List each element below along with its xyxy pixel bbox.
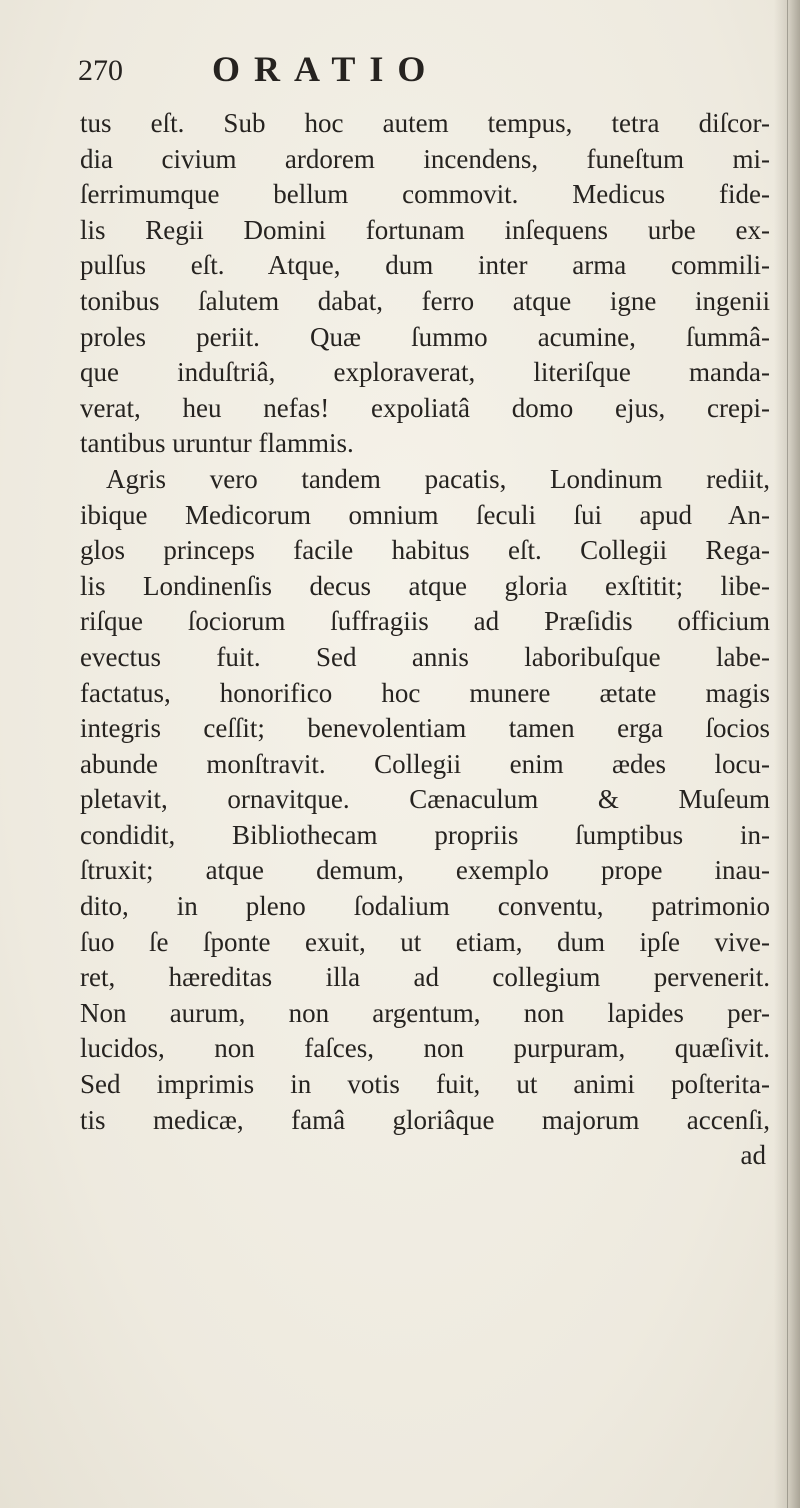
text-line: factatus, honorifico hoc munere ætate magis	[80, 677, 770, 708]
text-line: tis medicæ, famâ gloriâque majorum accenſi,	[80, 1104, 770, 1135]
running-head: ORATIO	[212, 49, 440, 89]
text-line: pletavit, ornavitque. Cænaculum & Muſeum	[80, 784, 770, 815]
text-line: Non aurum, non argentum, non lapides per-	[80, 997, 770, 1028]
text-line: ſerrimumque bellum commovit. Medicus fide-	[80, 179, 770, 210]
text-line: que induſtriâ, exploraverat, literiſque manda-	[80, 357, 770, 388]
text-line: ret, hæreditas illa ad collegium pervenerit.	[80, 962, 770, 993]
text-line: lis Londinenſis decus atque gloria exſtitit; libe-	[80, 570, 770, 601]
text-line: ſuo ſe ſponte exuit, ut etiam, dum ipſe vive-	[80, 926, 770, 957]
text-line: integris ceſſit; benevolentiam tamen erga ſocios	[80, 713, 770, 744]
text-line: tus eſt. Sub hoc autem tempus, tetra diſcor-	[80, 108, 770, 138]
text-line: condidit, Bibliothecam propriis ſumptibus in-	[80, 819, 770, 850]
text-line: pulſus eſt. Atque, dum inter arma commili-	[80, 250, 770, 281]
text-line: ſtruxit; atque demum, exemplo prope inau-	[80, 855, 770, 886]
page-edge-line	[787, 0, 788, 1508]
body-text	[80, 106, 770, 1174]
page-header	[0, 46, 800, 96]
text-line: dia civium ardorem incendens, funeſtum mi-	[80, 143, 770, 174]
text-line: glos princeps facile habitus eſt. Collegii Rega-	[80, 535, 770, 566]
catchword: ad	[740, 1140, 766, 1171]
page-number: 270	[78, 54, 123, 87]
text-line: Agris vero tandem pacatis, Londinum rediit,	[106, 463, 770, 494]
text-line: tonibus ſalutem dabat, ferro atque igne ingenii	[80, 285, 770, 316]
text-line: dito, in pleno ſodalium conventu, patrimonio	[80, 891, 770, 922]
text-line: evectus fuit. Sed annis laboribuſque labe-	[80, 641, 770, 672]
text-line: lis Regii Domini fortunam inſequens urbe ex-	[80, 214, 770, 245]
text-line: riſque ſociorum ſuffragiis ad Præſidis officium	[80, 606, 770, 637]
text-line: proles periit. Quæ ſummo acumine, ſummâ-	[80, 321, 770, 352]
text-line: abunde monſtravit. Collegii enim ædes locu-	[80, 748, 770, 779]
text-line: ibique Medicorum omnium ſeculi ſui apud An-	[80, 499, 770, 530]
text-line: tantibus uruntur flammis.	[80, 428, 354, 459]
text-line: verat, heu nefas! expoliatâ domo ejus, crepi-	[80, 392, 770, 423]
text-line: lucidos, non faſces, non purpuram, quæſivit.	[80, 1033, 770, 1064]
text-line: Sed imprimis in votis fuit, ut animi poſterita-	[80, 1069, 770, 1100]
